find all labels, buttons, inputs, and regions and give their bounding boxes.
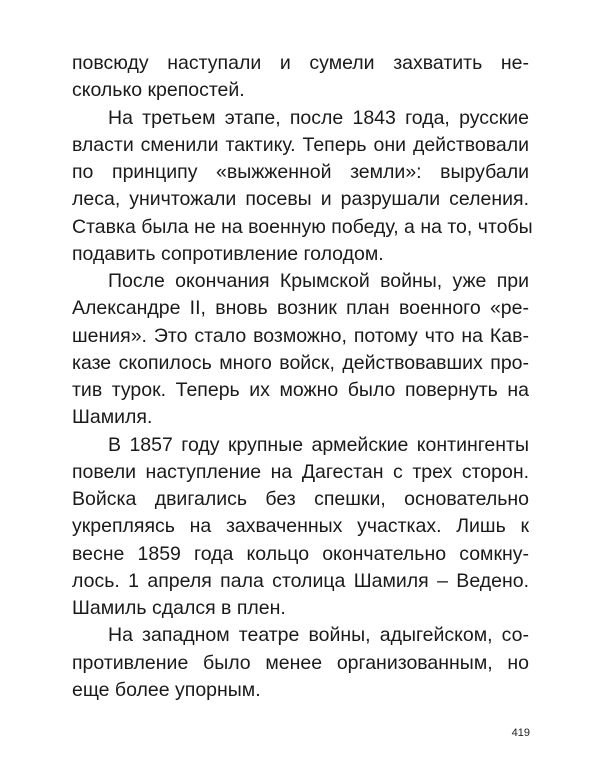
text-line: леса, уничтожали посевы и разрушали селения. (72, 188, 529, 211)
text-line: лось. 1 апреля пала столица Шамиля – Ведено. (72, 569, 529, 592)
page-body (72, 50, 533, 704)
text-line: Шамиль сдался в плен. (72, 597, 286, 619)
paragraph (72, 268, 529, 432)
text-line: укрепляясь на захваченных участках. Лишь к (72, 515, 529, 538)
text-line: повсюду наступали и сумели захватить не- (72, 52, 529, 74)
paragraph (72, 622, 529, 704)
text-line: тив турок. Теперь их можно было повернуть на (72, 379, 529, 401)
paragraph (72, 50, 529, 105)
text-line: На третьем этапе, после 1843 года, русские (108, 106, 529, 129)
text-line: еще более упорным. (72, 678, 261, 701)
text-line: На западном театре войны, адыгейском, со- (108, 624, 529, 647)
page-number: 419 (511, 727, 530, 739)
text-line: Ставка была не на военную победу, а на то, чтобы (72, 215, 533, 238)
text-line: казе скопилось много войск, действовавших про- (72, 351, 529, 374)
text-line: Шамиля. (72, 406, 153, 429)
text-line: После окончания Крымской войны, уже при (108, 270, 529, 292)
text-line: подавить сопротивление голодом. (72, 242, 384, 265)
text-line: по принципу «выжженной земли»: вырубали (72, 161, 529, 183)
text-line: повели наступление на Дагестан с трех сторон. (72, 460, 529, 483)
paragraph (72, 105, 533, 269)
text-line: Александре II, вновь возник план военного «ре- (72, 297, 529, 320)
text-line: весне 1859 года кольцо окончательно сомкну- (72, 542, 529, 565)
paragraph (72, 432, 529, 623)
text-line: шения». Это стало возможно, потому что на Кав- (72, 324, 529, 347)
text-line: противление было менее организованным, но (72, 651, 529, 674)
text-line: сколько крепостей. (72, 79, 245, 102)
text-line: Войска двигались без спешки, основательно (72, 488, 529, 510)
text-line: В 1857 году крупные армейские контингенты (108, 433, 529, 456)
text-line: власти сменили тактику. Теперь они действовали (72, 133, 529, 156)
